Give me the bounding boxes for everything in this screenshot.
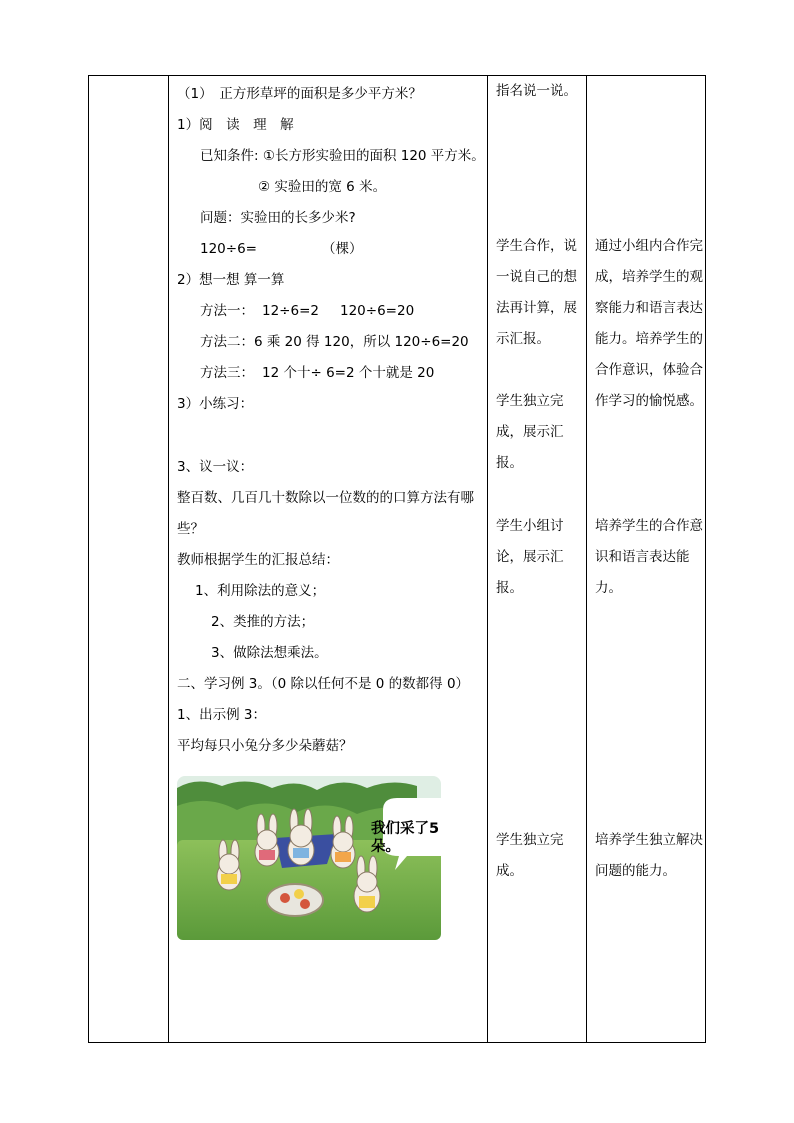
student-activity-3: 学生独立完成，展示汇报。	[496, 393, 564, 471]
rabbits-mushroom-illustration	[177, 776, 453, 940]
known-condition-1: 已知条件: ①长方形实验田的面积 120 平方米。	[200, 148, 485, 164]
step-practice: 3）小练习：	[177, 396, 254, 412]
student-activity-4: 学生小组讨论，展示汇报。	[496, 518, 564, 596]
purpose-3: 培养学生独立解决问题的能力。	[595, 832, 703, 879]
step-read: 1）阅 读 理 解	[177, 117, 294, 133]
problem-text: 问题：实验田的长多少米?	[200, 210, 356, 226]
purpose-1: 通过小组内合作完成，培养学生的观察能力和语言表达能力。培养学生的合作意识，体验合作学习的愉悦感。	[595, 238, 703, 409]
discuss-question-cont: 些？	[177, 521, 204, 537]
discuss-heading: 3、议一议：	[177, 459, 254, 475]
discuss-question: 整百数、几百几十数除以一位数的的口算方法有哪	[177, 490, 474, 506]
summary-heading: 教师根据学生的汇报总结：	[177, 552, 339, 568]
question-1: （1） 正方形草坪的面积是多少平方米？	[177, 86, 422, 102]
known-condition-2: ② 实验田的宽 6 米。	[258, 179, 387, 195]
table-divider	[168, 75, 169, 1043]
example-3-heading: 二、学习例 3。（0 除以任何不是 0 的数都得 0）	[177, 676, 470, 692]
student-activity-5: 学生独立完成。	[496, 832, 564, 879]
step-think: 2）想一想 算一算	[177, 272, 285, 288]
purpose-2: 培养学生的合作意识和语言表达能力。	[595, 518, 703, 596]
student-activity-1: 指名说一说。	[496, 83, 577, 99]
illustration-svg	[177, 776, 453, 940]
method-3-label: 方法三：	[200, 365, 254, 381]
method-1-calc-a: 12÷6=2	[262, 303, 319, 319]
student-activity-2: 学生合作，说一说自己的想法再计算，展示汇报。	[496, 238, 577, 347]
example-3-show: 1、出示例 3：	[177, 707, 266, 723]
speech-bubble-text: 我们采了5朵。	[371, 821, 440, 855]
equation: 120÷6=	[200, 241, 257, 257]
example-3-question: 平均每只小兔分多少朵蘑菇？	[177, 738, 353, 754]
summary-item-3: 3、做除法想乘法。	[211, 645, 328, 661]
method-1-calc-b: 120÷6=20	[340, 303, 415, 319]
table-divider	[487, 75, 488, 1043]
summary-item-2: 2、类推的方法；	[211, 614, 315, 630]
method-2: 方法二：6 乘 20 得 120，所以 120÷6=20	[200, 334, 469, 350]
table-divider	[586, 75, 587, 1043]
method-1-label: 方法一：	[200, 303, 254, 319]
unit-label: （棵）	[322, 241, 363, 257]
method-3-calc: 12 个十÷ 6=2 个十就是 20	[262, 365, 435, 381]
summary-item-1: 1、利用除法的意义；	[195, 583, 326, 599]
